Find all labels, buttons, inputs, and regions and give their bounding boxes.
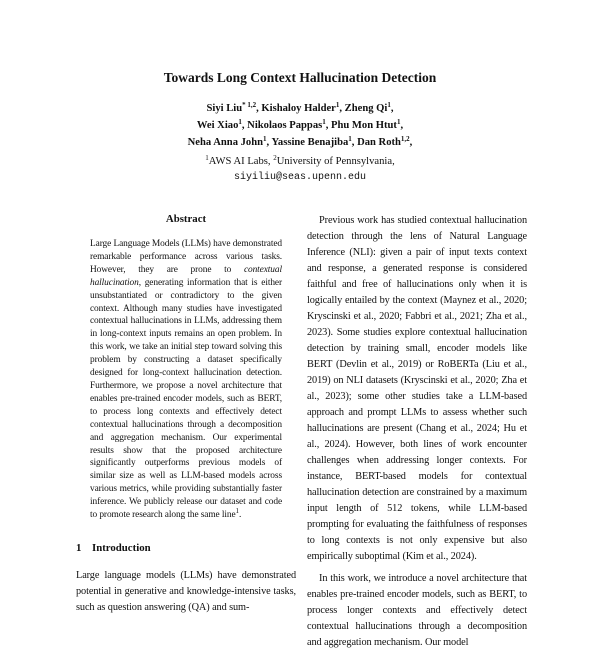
body-paragraph: Previous work has studied contextual hallucination detection through the lens of Natural Language Inference (NLI): given a pair of input texts context and response, a generated response is considered faithful and free of hallucinations only when it is logically entailed by the context (Maynez et al., 2020; Kryscinski et al., 2020; Fabbri et al., 2021; Zha et al., 2023). Some studies explore contextual hallucination detection by training small, encoder models like BERT (Devlin et al., 2019) or RoBERTa (Liu et al., 2019) on NLI datasets (Kryscinski et al., 2020; Zha et al., 2023); some other studies take a LLM-based approach and prompt LLMs to assess whether such hallucinations are present (Chang et al., 2024; Hu et al., 2024). However, both lines of work encounter challenges when addressing longer contexts. For instance, BERT-based models for contextual hallucination detection are constrained by a maximum input length of 512 tokens, while LLM-based prompting for evaluating the faithfulness of responses to long contexts is not only expensive but also empirically suboptimal (Kim et al., 2024).: [307, 215, 527, 562]
affiliation-line: $^1$AWS AI Labs, $^2$University of Pennsylvania,: [205, 154, 395, 167]
paper-title: Towards Long Context Hallucination Detection: [163, 70, 437, 85]
affiliation-name: University of Pennsylvania,: [276, 156, 395, 167]
footnote-mark: 1: [235, 507, 239, 516]
author-line-2: Wei Xiao$^1$, Nikolaos Pappas$^1$, Phu Mon Htut$^1$,: [196, 118, 404, 131]
section-heading-introduction: [76, 542, 306, 554]
affiliations: [0, 154, 600, 186]
author-sup: 1: [322, 118, 326, 126]
abstract-text: Large Language Models (LLMs) have demonstrated remarkable performance across various tasks. However, they are prone to contextual hallucination, generating information that is either unsubstantiated or contradictory to the given context. Although many studies have investigated contextual hallucinations in LLMs, addressing them in long-context inputs remains an open problem. In this work, we take an initial step toward solving this problem by constructing a dataset specifically designed for long-context hallucination detection. Furthermore, we propose a novel architecture that enables pre-trained encoder models, such as BERT, to process long contexts and effectively detect contextual hallucinations through a decomposition and aggregation mechanism. Our experimental results show that the proposed architecture significantly outperforms previous models of similar size as well as LLM-based models across various metrics, while providing substantially faster inference. We publicly release our dataset and code to promote research along the same line$^1$.: [90, 239, 282, 521]
author-email: siyiliu@seas.upenn.edu: [233, 172, 367, 183]
author-sup: 1,2: [400, 135, 410, 143]
affiliation-name: AWS AI Labs,: [208, 156, 274, 167]
author-name: Siyi Liu: [206, 103, 243, 114]
author-line-3: Neha Anna John$^1$, Yassine Benajiba$^1$, Dan Roth$^{1,2}$,: [187, 135, 413, 148]
body-paragraph: In this work, we introduce a novel architecture that enables pre-trained encoder models, such as BERT, to process longer contexts and effectively detect contextual hallucinations through a decomposition and aggregation mechanism. Our model: [307, 573, 527, 648]
intro-paragraph: Large language models (LLMs) have demonstrated potential in generative and knowledge-intensive tasks, such as question answering (QA) and sum-: [76, 570, 296, 613]
author-name: Zheng Qi: [344, 103, 388, 114]
author-sup: * 1,2: [242, 101, 257, 109]
author-sup: 1: [348, 135, 352, 143]
author-name: Kishaloy Halder: [261, 103, 336, 114]
author-sup: 1: [387, 101, 391, 109]
author-sup: 1: [335, 101, 340, 109]
author-name: Neha Anna John: [187, 137, 264, 148]
author-name: Nikolaos Pappas: [247, 120, 323, 131]
author-name: Dan Roth: [357, 137, 401, 148]
author-name: Phu Mon Htut: [331, 120, 397, 131]
author-sup: 1: [396, 118, 401, 126]
author-name: Wei Xiao: [196, 120, 239, 131]
section-title: Introduction: [92, 542, 151, 554]
author-line-1: Siyi Liu$^{* 1,2}$, Kishaloy Halder$^1$, Zheng Qi$^1$,: [206, 101, 394, 114]
author-sup: 1: [238, 118, 242, 126]
author-list: [0, 100, 600, 151]
abstract-heading: Abstract: [165, 213, 207, 225]
right-column: [307, 213, 527, 651]
author-name: Yassine Benajiba: [271, 137, 349, 148]
emphasis-term: contextual hallucination: [90, 264, 282, 288]
section-number: 1: [76, 542, 82, 554]
author-sup: 1: [263, 135, 267, 143]
